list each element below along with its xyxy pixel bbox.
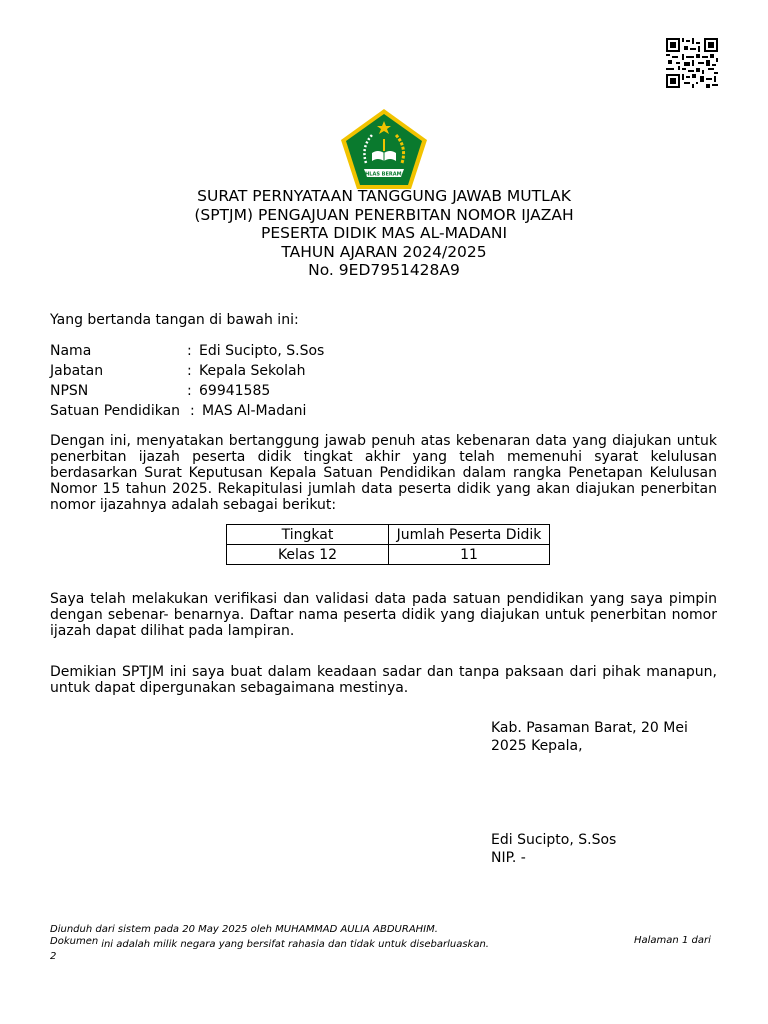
qr-code: [666, 38, 718, 88]
title-line: (SPTJM) PENGAJUAN PENERBITAN NOMOR IJAZAH: [194, 205, 574, 224]
table-header-row: [227, 525, 550, 545]
identity-value: Edi Sucipto, S.Sos: [199, 343, 325, 359]
table-cell: Kelas 12: [227, 545, 389, 565]
identity-row: [50, 381, 324, 401]
title-line: PESERTA DIDIK MAS AL-MADANI: [260, 224, 508, 242]
identity-block: [50, 341, 324, 421]
ministry-logo: [339, 107, 429, 191]
signer-nip: NIP. -: [491, 850, 526, 866]
table-cell: 11: [389, 545, 550, 565]
page-number-label: Halaman 1 dari: [634, 935, 711, 946]
footer-download-line: Diunduh dari sistem pada 20 May 2025 oleh MUHAMMAD AULIA ABDURAHIM.: [50, 924, 438, 935]
title-line: TAHUN AJARAN 2024/2025: [281, 242, 487, 261]
colon: :: [190, 403, 195, 419]
table-header-cell: Tingkat: [227, 525, 389, 545]
document-number: No. 9ED7951428A9: [308, 261, 460, 279]
recap-table: [226, 524, 550, 565]
footer-line: [50, 936, 489, 951]
identity-label: NPSN: [50, 383, 89, 399]
signature-block: [491, 831, 616, 867]
footer-page-total: 2: [50, 951, 57, 962]
verification-paragraph: Saya telah melakukan verifikasi dan validasi data pada satuan pendidikan yang saya pimpin dengan sebenar- benarnya. Daftar nama peserta didik yang diajukan untuk penerbitan nomor ijazah dapat dilihat pada lampiran.: [50, 591, 717, 639]
identity-label: Nama: [50, 343, 92, 359]
identity-value: 69941585: [199, 383, 271, 399]
table-header-cell: Jumlah Peserta Didik: [389, 525, 550, 545]
colon: :: [187, 383, 192, 399]
closing-paragraph: Demikian SPTJM ini saya buat dalam keadaan sadar dan tanpa paksaan dari pihak manapun, untuk dapat dipergunakan sebagaimana mestinya.: [50, 664, 717, 696]
place-date: Kab. Pasaman Barat, 20 Mei 2025 Kepala,: [491, 720, 688, 754]
footer-confidential-line: ini adalah milik negara yang bersifat rahasia dan tidak untuk disebarluaskan.: [101, 939, 489, 950]
table-row: [227, 545, 550, 565]
title-line: SURAT PERNYATAAN TANGGUNG JAWAB MUTLAK: [197, 187, 571, 205]
signer-name: Edi Sucipto, S.Sos: [491, 832, 617, 848]
identity-label: Satuan Pendidikan: [50, 403, 181, 419]
footer-word: Dokumen: [50, 936, 99, 947]
svg-text:IKHLAS BERAMAL: IKHLAS BERAMAL: [359, 171, 409, 178]
colon: :: [187, 343, 192, 359]
statement-paragraph: Dengan ini, menyatakan bertanggung jawab penuh atas kebenaran data yang diajukan untuk penerbitan ijazah peserta didik tingkat akhir yang telah memenuhi syarat kelulusan berdasarkan Surat Keputusan Kepala Satuan Pendidikan dalam rangka Penetapan Kelulusan Nomor 15 tahun 2025. Rekapitulasi jumlah data peserta didik yang akan diajukan penerbitan nomor ijazahnya adalah sebagai berikut:: [50, 433, 717, 513]
intro-text: Yang bertanda tangan di bawah ini:: [50, 312, 299, 328]
identity-row: [50, 341, 324, 361]
footer-note: [50, 924, 489, 963]
identity-value: MAS Al-Madani: [202, 403, 307, 419]
identity-label: Jabatan: [50, 363, 104, 379]
identity-row: [50, 401, 324, 421]
identity-row: [50, 361, 324, 381]
document-title: [0, 187, 768, 280]
colon: :: [187, 363, 192, 379]
identity-value: Kepala Sekolah: [199, 363, 306, 379]
